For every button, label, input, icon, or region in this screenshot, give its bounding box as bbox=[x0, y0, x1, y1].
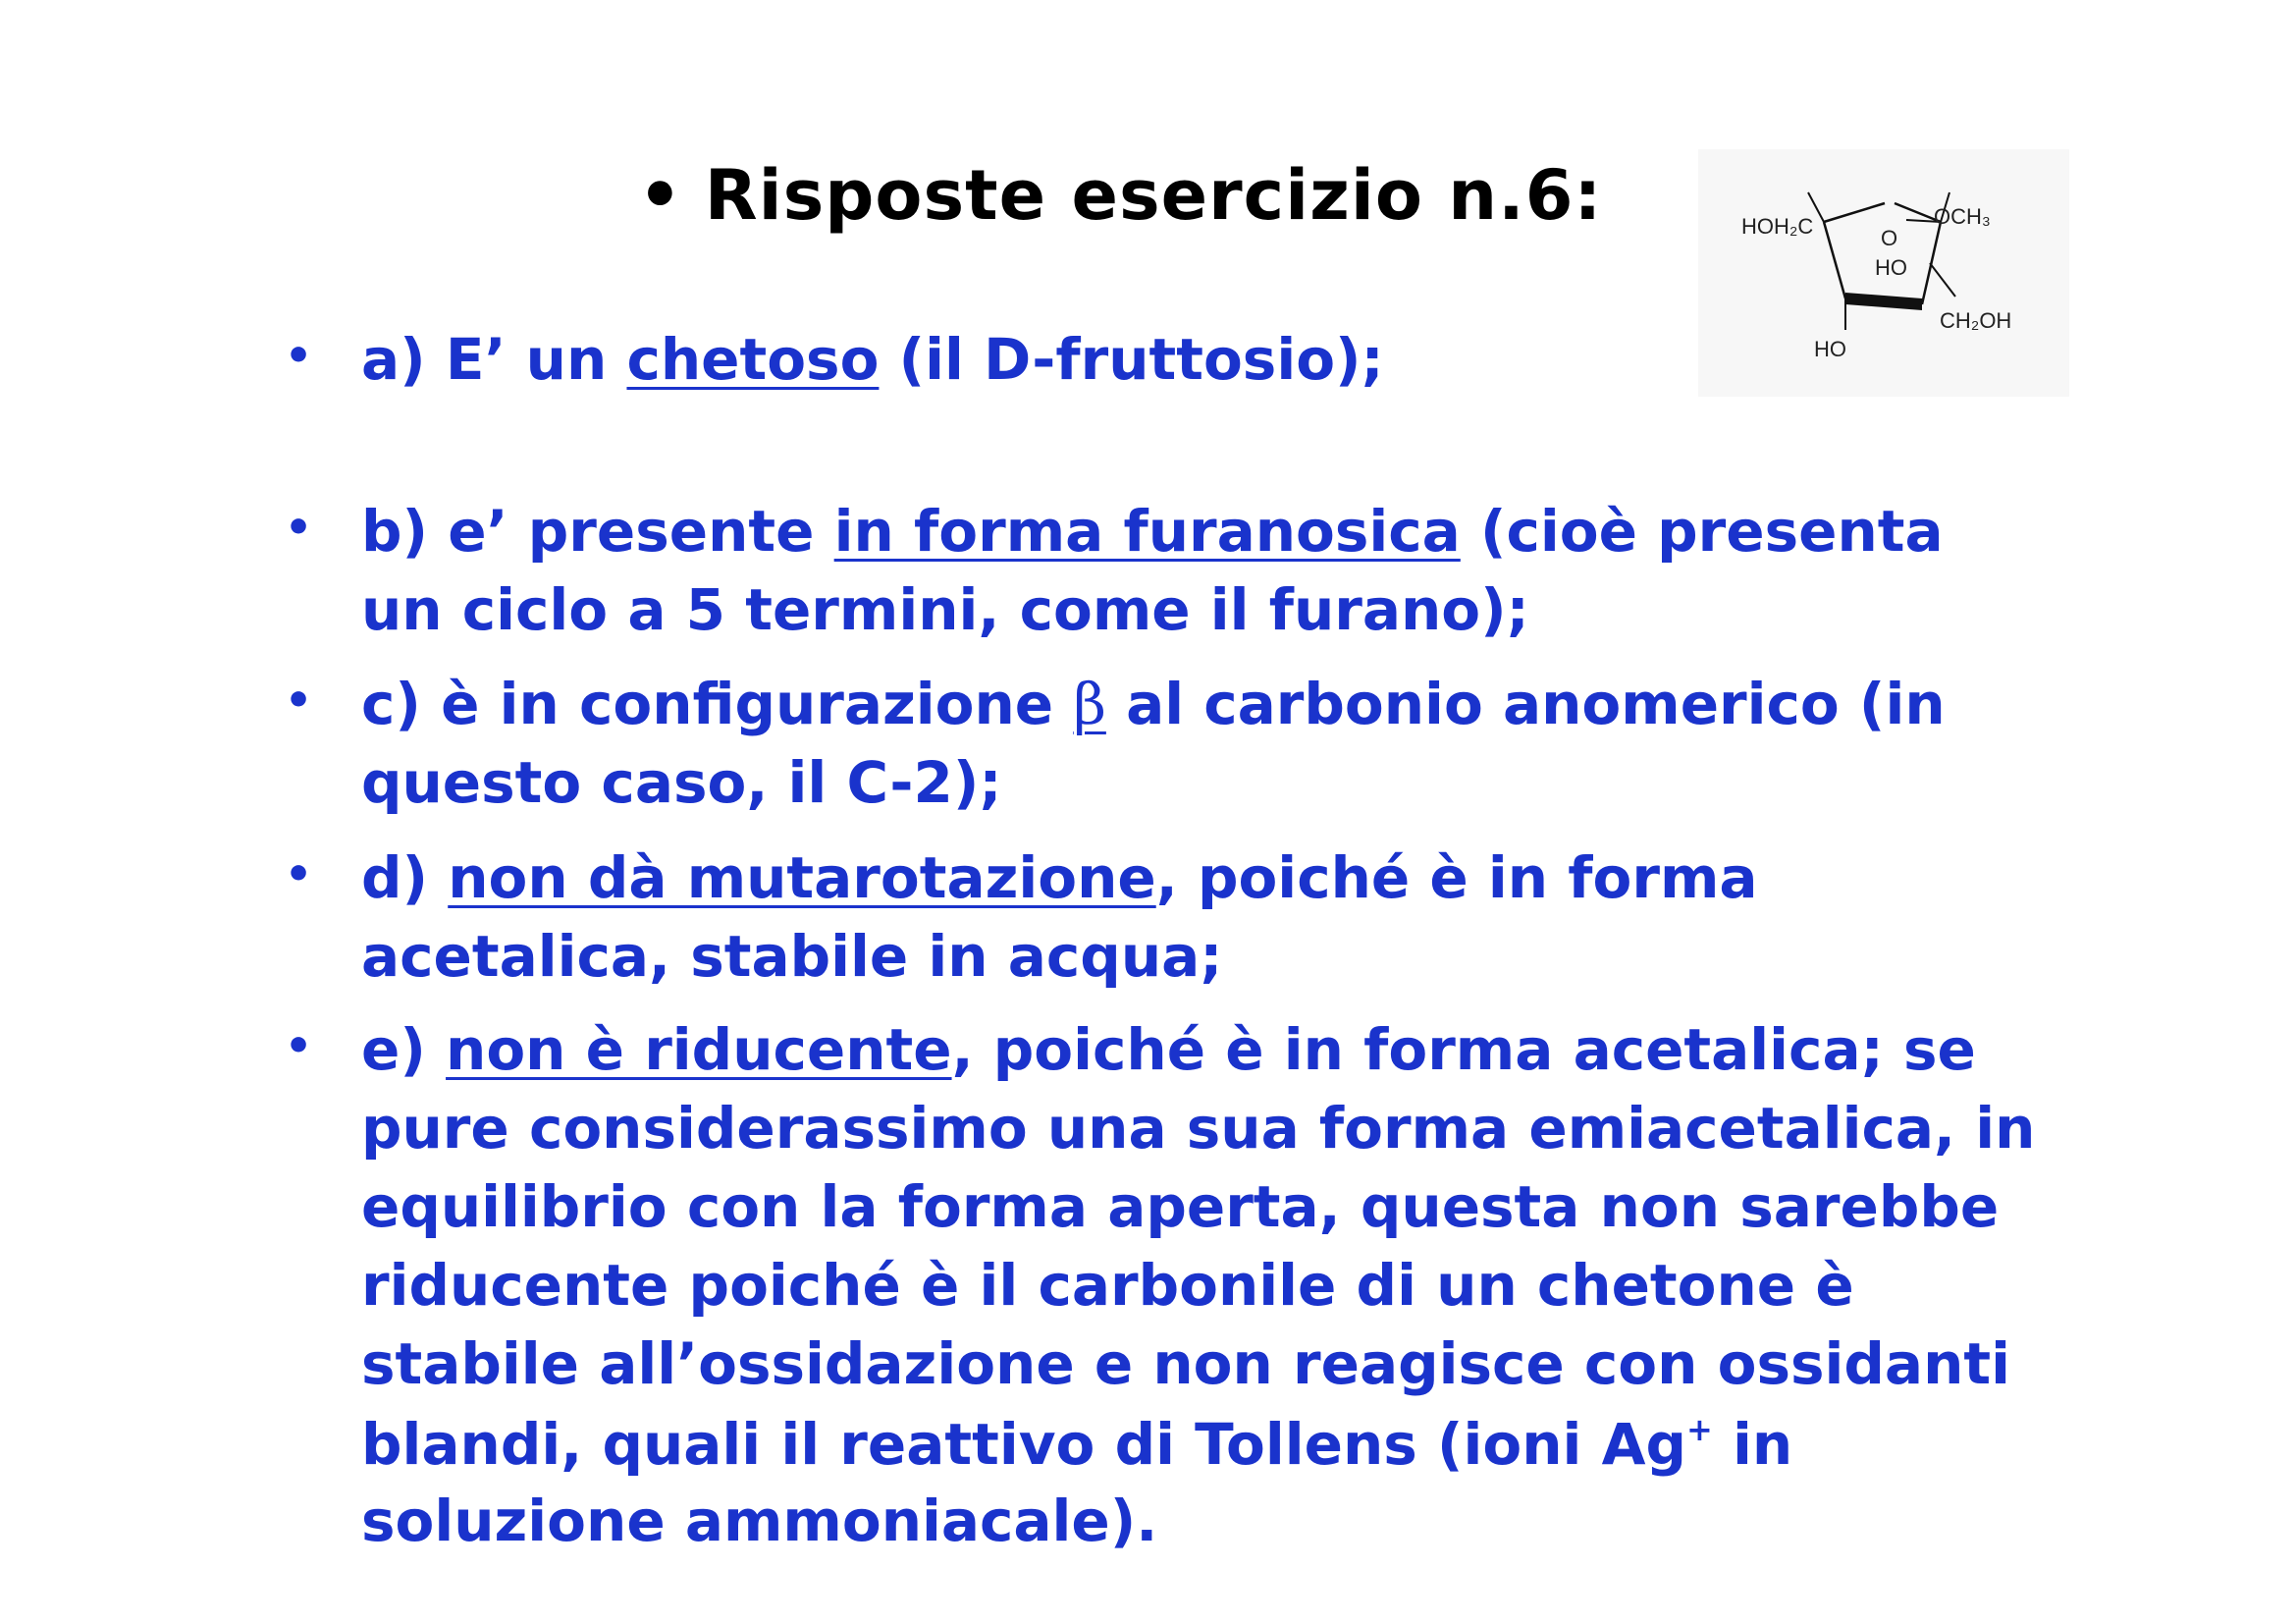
text-run: (cioè presenta bbox=[1460, 498, 1944, 565]
bond-c2-c3 bbox=[1922, 222, 1941, 304]
label-ch2oh: CH₂OH bbox=[1940, 308, 2012, 333]
answer-line bbox=[361, 1016, 1976, 1083]
bullet-icon: • bbox=[285, 503, 313, 553]
label-hoh2c: HOH₂C bbox=[1741, 214, 1814, 239]
bond-c5-o bbox=[1824, 203, 1885, 222]
text-run: al carbonio anomerico (in bbox=[1105, 671, 1946, 737]
bullet-icon: • bbox=[285, 1021, 313, 1071]
answer-line bbox=[361, 326, 1384, 393]
text-run: , poiché è in forma acetalica; se bbox=[951, 1016, 1976, 1083]
underlined-term: non dà mutarotazione bbox=[448, 844, 1156, 911]
text-run: blandi, quali il reattivo di Tollens (ioni Ag bbox=[361, 1411, 1686, 1478]
answer-line bbox=[361, 749, 1002, 816]
answer-line bbox=[361, 1411, 1793, 1478]
answer-line bbox=[361, 1173, 2000, 1240]
text-run: riducente poiché è il carbonile di un chetone è bbox=[361, 1252, 1854, 1319]
label-ring-oxygen: O bbox=[1881, 226, 1898, 250]
bullet-icon: • bbox=[285, 849, 313, 899]
slide-title bbox=[638, 155, 1602, 236]
underlined-term: in forma furanosica bbox=[833, 498, 1461, 565]
bond-c4-c5 bbox=[1824, 222, 1845, 298]
answer-line bbox=[361, 1252, 1854, 1319]
fructoside-structure-image bbox=[1698, 149, 2069, 397]
answer-line bbox=[361, 844, 1758, 911]
furanose-ring-diagram bbox=[1698, 149, 2069, 397]
bond-c2-ch2oh bbox=[1930, 263, 1955, 297]
answer-line bbox=[361, 576, 1529, 643]
text-run: in bbox=[1712, 1411, 1793, 1478]
text-run: , poiché è in forma bbox=[1155, 844, 1758, 911]
text-run: b) e’ presente bbox=[361, 498, 834, 565]
text-run: c) è in configurazione bbox=[361, 671, 1074, 737]
bullet-icon: • bbox=[285, 331, 313, 381]
title-bullet: • bbox=[638, 155, 683, 236]
text-run: (il D-fruttosio); bbox=[879, 326, 1384, 393]
answer-line bbox=[361, 671, 1946, 737]
label-ho-inner: HO bbox=[1875, 255, 1907, 280]
text-run: e) bbox=[361, 1016, 447, 1083]
text-run: un ciclo a 5 termini, come il furano); bbox=[361, 576, 1529, 643]
bullet-icon: • bbox=[285, 676, 313, 726]
answer-line bbox=[361, 1330, 2010, 1397]
text-run: equilibrio con la forma aperta, questa non sarebbe bbox=[361, 1173, 2000, 1240]
text-run: stabile all’ossidazione e non reagisce con ossidanti bbox=[361, 1330, 2010, 1397]
answer-line bbox=[361, 498, 1944, 565]
answer-line bbox=[361, 1095, 2036, 1162]
text-run: d) bbox=[361, 844, 449, 911]
superscript-charge: + bbox=[1685, 1411, 1713, 1448]
bond-c3-c4-wedge bbox=[1845, 293, 1922, 310]
answer-line bbox=[361, 1488, 1158, 1554]
underlined-term: chetoso bbox=[626, 326, 880, 393]
underlined-term: β bbox=[1073, 671, 1106, 737]
underlined-term: non è riducente bbox=[446, 1016, 952, 1083]
text-run: pure considerassimo una sua forma emiacetalica, in bbox=[361, 1095, 2036, 1162]
answer-line bbox=[361, 923, 1223, 990]
title-text: Risposte esercizio n.6: bbox=[704, 155, 1603, 236]
label-ho-bottom: HO bbox=[1814, 337, 1846, 361]
text-run: questo caso, il C-2); bbox=[361, 749, 1002, 816]
label-och3: OCH₃ bbox=[1934, 204, 1991, 229]
text-run: a) E’ un bbox=[361, 326, 627, 393]
text-run: acetalica, stabile in acqua; bbox=[361, 923, 1223, 990]
text-run: soluzione ammoniacale). bbox=[361, 1488, 1158, 1554]
